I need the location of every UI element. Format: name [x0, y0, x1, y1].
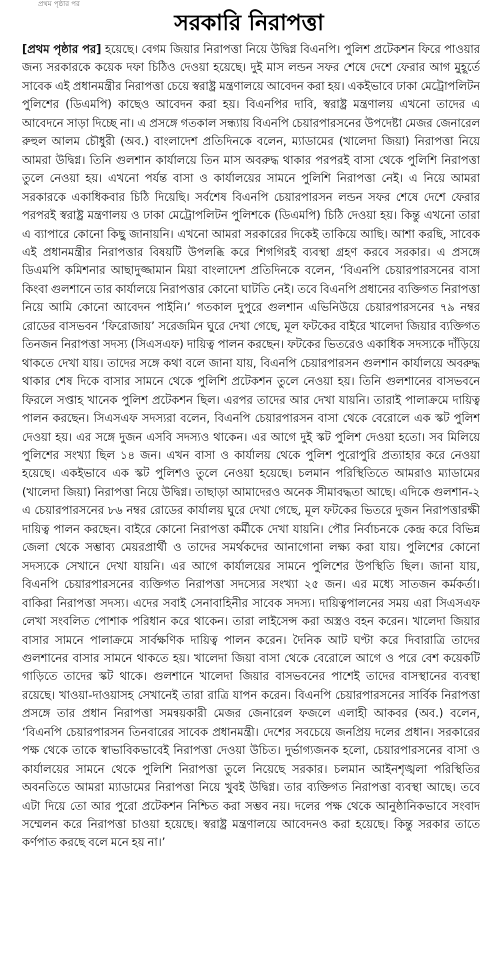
article-body: [22, 40, 480, 966]
continuation-label: [প্রথম পৃষ্ঠার পর]: [22, 42, 102, 56]
article-text: হয়েছে। বেগম জিয়ার নিরাপত্তা নিয়ে উদ্বিগ্ন বিএনপি। পুলিশ প্রটেকশন ফিরে পাওয়ার জন্য সরকারকে কয়েক দফা চিঠিও দেওয়া হয়েছে। দুই মাস লন্ডন সফর শেষে দেশে ফেরার আগ মুহূর্তে সাবেক এই প্রধানমন্ত্রীর নিরাপত্তা চেয়ে স্বরাষ্ট্র মন্ত্রণালয়ে আবেদন করা হয়। একইভাবে ঢাকা মেট্রোপলিটন পুলিশের (ডিএমপি) কাছেও আবেদন করা হয়। বিএনপির দাবি, স্বরাষ্ট্র মন্ত্রণালয় এখনো তাদের এ আবেদনে সাড়া দিচ্ছে না। এ প্রসঙ্গে গতকাল সন্ধ্যায় বিএনপি চেয়ারপারসনের উপদেষ্টা মেজর জেনারেল রুহুল আলম চৌধুরী (অব.) বাংলাদেশ প্রতিদিনকে বলেন, ম্যাডামের (খালেদা জিয়া) নিরাপত্তা নিয়ে আমরা উদ্বিগ্ন। তিনি গুলশান কার্যালয়ে তিন মাস অবরুদ্ধ থাকার পরপরই বাসা থেকে পুলিশি নিরাপত্তা তুলে নেওয়া হয়। এখনো পর্যন্ত বাসা ও কার্যালয়ের সামনে পুলিশি নিরাপত্তা নেই। এ নিয়ে আমরা সরকারকে একাধিকবার চিঠি দিয়েছি। সর্বশেষ বিএনপি চেয়ারপারসন লন্ডন সফর শেষে দেশে ফেরার পরপরই স্বরাষ্ট্র মন্ত্রণালয় ও ঢাকা মেট্রোপলিটন পুলিশকে (ডিএমপি) চিঠি দেওয়া হয়। কিন্তু এখনো তারা এ ব্যাপারে কোনো কিছু জানায়নি। এখনো আমরা সরকারের দিকেই তাকিয়ে আছি। আশা করছি, সাবেক এই প্রধানমন্ত্রীর নিরাপত্তার বিষয়টি উপলব্ধি করে শিগগিরই ব্যবস্থা গ্রহণ করবে সরকার। এ প্রসঙ্গে ডিএমপি কমিশনার আছাদুজ্জামান মিয়া বাংলাদেশ প্রতিদিনকে বলেন, ‘বিএনপি চেয়ারপারসনের বাসা কিংবা গুলশানে তার কার্যালয়ে নিরাপত্তার কোনো ঘাটতি নেই। তবে বিএনপি প্রধানের ব্যক্তিগত নিরাপত্তা নিয়ে আমি কোনো আবেদন পাইনি।’ গতকাল দুপুরে গুলশান এভিনিউয়ে চেয়ারপারসনের ৭৯ নম্বর রোডের বাসভবন ‘ফিরোজায়’ সরেজমিন ঘুরে দেখা গেছে, মূল ফটকের বাইরে খালেদা জিয়ার ব্যক্তিগত তিনজন নিরাপত্তা সদস্য (সিএসএফ) দায়িত্ব পালন করছেন। ফটকের ভিতরেও একাধিক সদস্যকে দাঁড়িয়ে থাকতে দেখা যায়। তাদের সঙ্গে কথা বলে জানা যায়, বিএনপি চেয়ারপারসন গুলশান কার্যালয়ে অবরুদ্ধ থাকার শেষ দিকে বাসার সামনে থেকে পুলিশি প্রটেকশন তুলে নেওয়া হয়। তিনি গুলশানের বাসভবনে ফিরলে সপ্তাহ খানেক পুলিশ প্রটেকশন ছিল। এরপর তাদের আর দেখা যায়নি। তারাই পালাক্রমে দায়িত্ব পালন করছেন। সিএসএফ সদস্যরা বলেন, বিএনপি চেয়ারপারসন বাসা থেকে বেরোলে এক স্কট পুলিশ দেওয়া হয়। এর সঙ্গে দুজন এসবি সদস্যও থাকেন। এর আগে দুই স্কট পুলিশ দেওয়া হতো। সব মিলিয়ে পুলিশের সংখ্যা ছিল ১৪ জন। এখন বাসা ও কার্যালয় থেকে পুলিশ পুরোপুরি প্রত্যাহার করে নেওয়া হয়েছে। একইভাবে এক স্কট পুলিশও তুলে নেওয়া হয়েছে। চলমান পরিস্থিতিতে আমরাও ম্যাডামের (খালেদা জিয়া) নিরাপত্তা নিয়ে উদ্বিগ্ন। তাছাড়া আমাদেরও অনেক সীমাবদ্ধতা আছে। এদিকে গুলশান-২ এ চেয়ারপারসনের ৮৬ নম্বর রোডের কার্যালয় ঘুরে দেখা গেছে, মূল ফটকের ভিতরে দুজন নিরাপত্তারক্ষী দায়িত্ব পালন করছেন। বাইরে কোনো নিরাপত্তা কর্মীকে দেখা যায়নি। পৌর নির্বাচনকে কেন্দ্র করে বিভিন্ন জেলা থেকে সম্ভাব্য মেয়রপ্রার্থী ও তাদের সমর্থকদের আনাগোনা লক্ষ্য করা যায়। পুলিশের কোনো সদস্যকে সেখানে দেখা যায়নি। এর আগে কার্যালয়ের সামনে পুলিশের উপস্থিতি ছিল। জানা যায়, বিএনপি চেয়ারপারসনের ব্যক্তিগত নিরাপত্তা সদস্যের সংখ্যা ২৫ জন। এর মধ্যে সাতজন কর্মকর্তা। বাকিরা নিরাপত্তা সদস্য। এদের সবাই সেনাবাহিনীর সাবেক সদস্য। দায়িত্বপালনের সময় এরা সিএসএফ লেখা সংবলিত পোশাক পরিধান করে থাকেন। তারা লাইসেন্স করা অস্ত্রও বহন করেন। খালেদা জিয়ার বাসার সামনে পালাক্রমে সার্বক্ষণিক দায়িত্ব পালন করেন। দৈনিক আট ঘণ্টা করে দিবারাত্রি তাদের গুলশানের বাসার সামনে থাকতে হয়। খালেদা জিয়া বাসা থেকে বেরোলে আগে ও পরে বেশ কয়েকটি গাড়িতে তাদের স্কট থাকে। গুলশানে খালেদা জিয়ার বাসভবনের পাশেই তাদের বাসস্থানের ব্যবস্থা রয়েছে। খাওয়া-দাওয়াসহ সেখানেই তারা রাত্রি যাপন করেন। বিএনপি চেয়ারপারসনের সার্বিক নিরাপত্তা প্রসঙ্গে তার প্রধান নিরাপত্তা সমন্বয়কারী মেজর জেনারেল ফজলে এলাহী আকবর (অব.) বলেন, ‘বিএনপি চেয়ারপারসন তিনবারের সাবেক প্রধানমন্ত্রী। দেশের সবচেয়ে জনপ্রিয় দলের প্রধান। সরকারের পক্ষ থেকে তাকে স্বাভাবিকভাবেই নিরাপত্তা দেওয়া উচিত। দুর্ভাগ্যজনক হলো, চেয়ারপারসনের বাসা ও কার্যালয়ের সামনে থেকে পুলিশি নিরাপত্তা তুলে নিয়েছে সরকার। চলমান আইনশৃঙ্খলা পরিস্থিতির অবনতিতে আমরা ম্যাডামের নিরাপত্তা নিয়ে খুবই উদ্বিগ্ন। তার ব্যক্তিগত নিরাপত্তা ব্যবস্থা আছে। তবে এটা দিয়ে তো আর পুরো প্রটেকশন নিশ্চিত করা সম্ভব নয়। দলের পক্ষ থেকে আনুষ্ঠানিকভাবে সংবাদ সম্মেলন করে নিরাপত্তা চাওয়া হয়েছে। স্বরাষ্ট্র মন্ত্রণালয়ে আবেদনও করা হয়েছে। কিন্তু সরকার তাতে কর্ণপাত করছে বলে মনে হয় না।’: [22, 42, 480, 850]
article-headline: সরকারি নিরাপত্তা: [174, 10, 324, 36]
top-strip-text: প্রথম পৃষ্ঠার পর: [38, 0, 80, 8]
